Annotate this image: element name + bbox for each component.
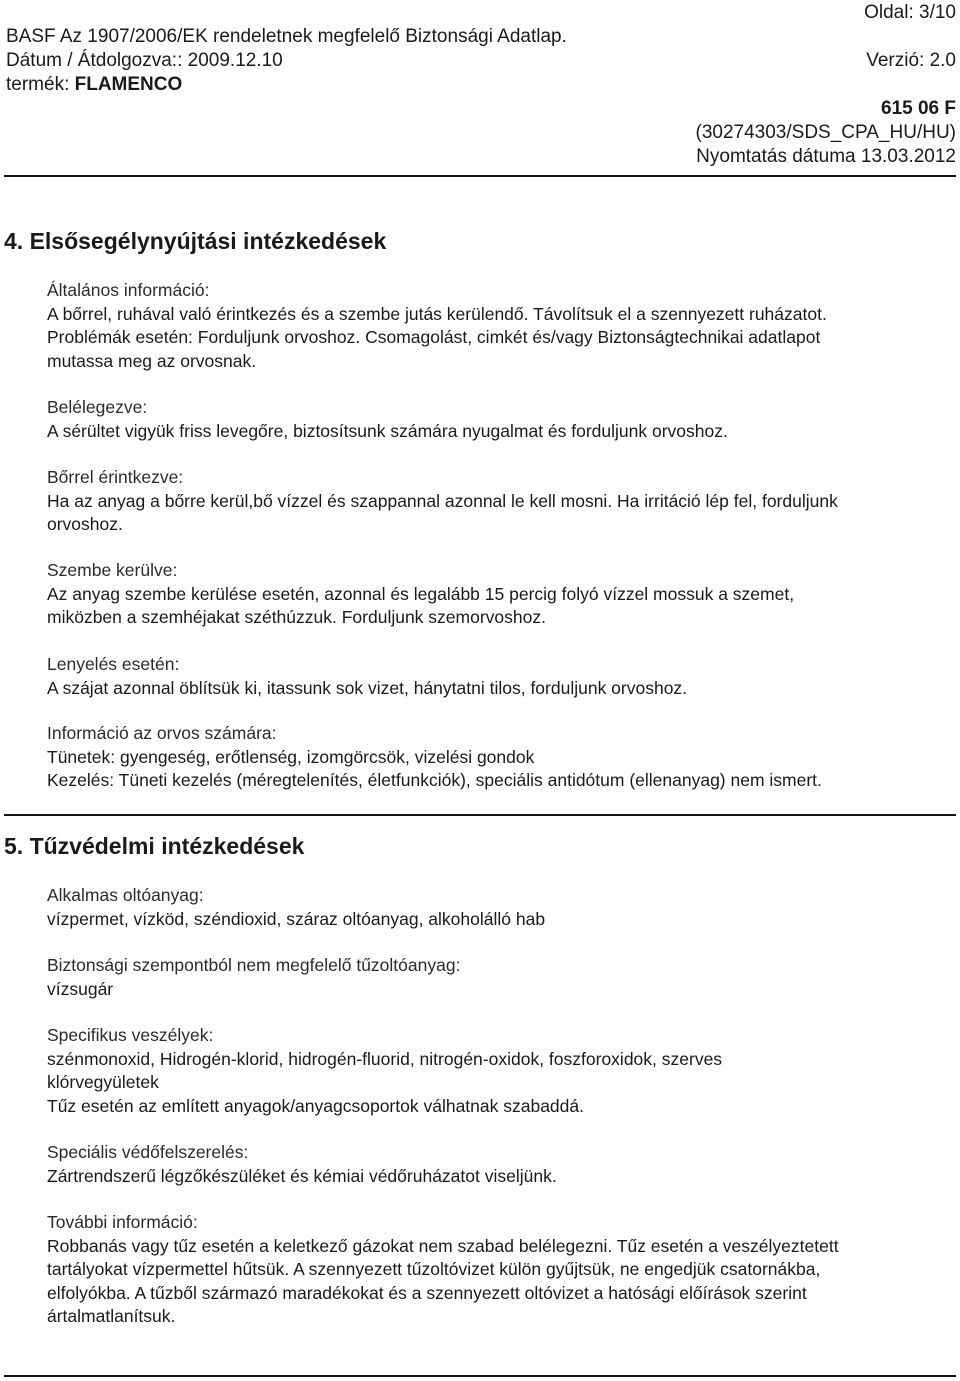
suitable-media-line: vízpermet, vízköd, széndioxid, száraz oltóanyag, alkoholálló hab xyxy=(47,908,546,929)
skin-contact-line: orvoshoz. xyxy=(47,514,123,534)
specific-hazards-label: Specifikus veszélyek: xyxy=(47,1025,214,1045)
further-info-line: tartályokat vízpermettel hűtsük. A szennyezett tűzoltóvizet külön gyűjtsük, ne engedjük csatornákba, xyxy=(47,1259,821,1279)
unsuitable-media-line: vízsugár xyxy=(47,978,114,999)
doctor-info-line: Tünetek: gyengeség, erőtlenség, izomgörcsök, vizelési gondok xyxy=(47,746,535,767)
product-code: 615 06 F xyxy=(881,98,956,119)
doctor-info-label: Információ az orvos számára: xyxy=(47,723,277,743)
further-info xyxy=(47,1211,957,1329)
protective-equipment-line: Zártrendszerű légzőkészüléket és kémiai védőruházatot viseljünk. xyxy=(47,1165,557,1186)
print-date: Nyomtatás dátuma 13.03.2012 xyxy=(696,146,956,167)
skin-contact-line: Ha az anyag a bőrre kerül,bő vízzel és szappannal azonnal le kell mosni. Ha irritáció lép fel, forduljunk xyxy=(47,490,838,511)
general-info-label: Általános információ: xyxy=(47,280,210,300)
section-divider xyxy=(4,814,956,816)
ingestion-label: Lenyelés esetén: xyxy=(47,654,180,674)
skin-contact-info xyxy=(47,466,957,537)
unsuitable-media-info xyxy=(47,954,957,1001)
specific-hazards-line: szénmonoxid, Hidrogén-klorid, hidrogén-fluorid, nitrogén-oxidok, foszforoxidok, szerves xyxy=(47,1048,723,1069)
header-divider xyxy=(4,175,956,177)
page-number: Oldal: 3/10 xyxy=(864,2,956,23)
regulation-title: BASF Az 1907/2006/EK rendeletnek megfelelő Biztonsági Adatlap. xyxy=(6,26,567,47)
specific-hazards-info xyxy=(47,1024,957,1118)
product-name: FLAMENCO xyxy=(74,74,183,95)
footer-divider xyxy=(4,1375,956,1377)
general-info-line: mutassa meg az orvosnak. xyxy=(47,350,257,371)
protective-equipment-info xyxy=(47,1141,957,1188)
suitable-media-label: Alkalmas oltóanyag: xyxy=(47,885,204,905)
further-info-line: ártalmatlanítsuk. xyxy=(47,1306,176,1326)
unsuitable-media-label: Biztonsági szempontból nem megfelelő tűzoltóanyag: xyxy=(47,955,461,975)
general-info-line: Problémák esetén: Forduljunk orvoshoz. Csomagolást, cimkét és/vagy Biztonságtechnikai adatlapot xyxy=(47,327,821,347)
eye-contact-info xyxy=(47,559,957,630)
further-info-label: További információ: xyxy=(47,1212,198,1232)
specific-hazards-line: klórvegyületek xyxy=(47,1072,159,1092)
inhalation-info xyxy=(47,396,957,443)
inhalation-line: A sérültet vigyük friss levegőre, biztosítsunk számára nyugalmat és forduljunk orvoshoz. xyxy=(47,420,728,441)
doctor-info-line: Kezelés: Tüneti kezelés (méregtelenítés, életfunkciók), speciális antidótum (ellenanyag) nem ismert. xyxy=(47,770,822,790)
version: Verzió: 2.0 xyxy=(866,50,956,71)
doctor-info xyxy=(47,722,957,793)
protective-equipment-label: Speciális védőfelszerelés: xyxy=(47,1142,249,1162)
section-4-title: 4. Elsősegélynyújtási intézkedések xyxy=(4,228,387,254)
product-line xyxy=(6,74,182,96)
ingestion-line: A szájat azonnal öblítsük ki, itassunk sok vizet, hánytatni tilos, forduljunk orvoshoz. xyxy=(47,677,688,698)
product-label: termék: xyxy=(6,74,75,95)
eye-contact-label: Szembe kerülve: xyxy=(47,560,178,580)
inhalation-label: Belélegezve: xyxy=(47,397,148,417)
specific-hazards-line: Tűz esetén az említett anyagok/anyagcsoportok válhatnak szabaddá. xyxy=(47,1095,584,1116)
section-5-title: 5. Tűzvédelmi intézkedések xyxy=(4,833,305,859)
ingestion-info xyxy=(47,653,957,700)
skin-contact-label: Bőrrel érintkezve: xyxy=(47,467,184,487)
revision-date: Dátum / Átdolgozva:: 2009.12.10 xyxy=(6,50,283,71)
eye-contact-line: miközben a szemhéjakat széthúzzuk. Forduljunk szemorvoshoz. xyxy=(47,607,546,627)
suitable-media-info xyxy=(47,884,957,931)
sds-code: (30274303/SDS_CPA_HU/HU) xyxy=(695,122,956,143)
further-info-line: elfolyókba. A tűzből származó maradékokat és a szennyezett oltóvizet a hatósági előírások szerint xyxy=(47,1282,807,1303)
further-info-line: Robbanás vagy tűz esetén a keletkező gázokat nem szabad belélegezni. Tűz esetén a veszélyeztetett xyxy=(47,1235,839,1256)
general-info xyxy=(47,279,957,373)
eye-contact-line: Az anyag szembe kerülése esetén, azonnal és legalább 15 percig folyó vízzel mossuk a szemet, xyxy=(47,583,795,604)
general-info-line: A bőrrel, ruhával való érintkezés és a szembe jutás kerülendő. Távolítsuk el a szennyezett ruházatot. xyxy=(47,303,827,324)
